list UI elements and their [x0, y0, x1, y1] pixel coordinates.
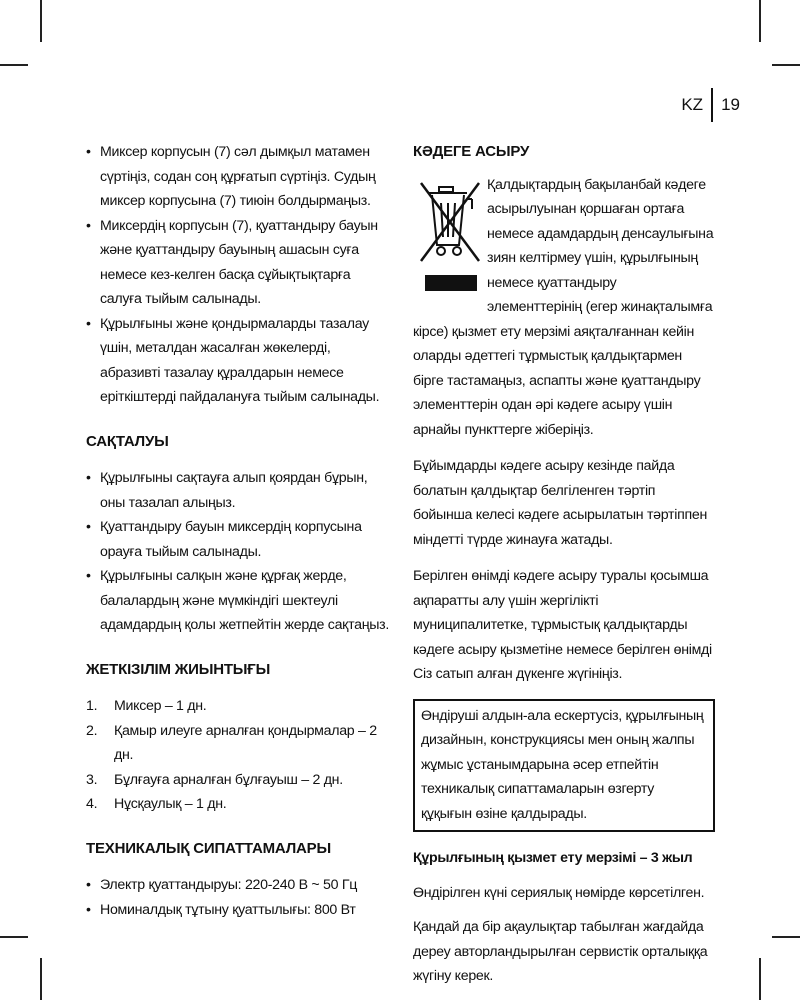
crop-mark [0, 936, 28, 938]
list-item: 3. Бұлғауға арналған бұлғауыш – 2 дн. [86, 771, 343, 788]
crop-mark [40, 0, 42, 42]
delivery-heading: ЖЕТКІЗІЛІМ ЖИЫНТЫҒЫ [86, 660, 271, 678]
care-list [86, 140, 394, 410]
crop-mark [40, 958, 42, 1000]
storage-list [86, 466, 394, 638]
page-number: 19 [721, 95, 740, 114]
disposal-paragraph-3: Берілген өнімді кәдеге асыру туралы қосымша ақпаратты алу үшін жергілікті муниципалитетке, тұрмыстық қалдықтарды кәдеге асыру қызметіне немесе берілген өнімді Сіз сатып алған дүкенге жүгініңіз. [413, 568, 712, 682]
specs-heading: ТЕХНИКАЛЫҚ СИПАТТАМАЛАРЫ [86, 839, 331, 857]
crop-mark [772, 936, 800, 938]
storage-heading: САҚТАЛУЫ [86, 432, 169, 450]
delivery-list [86, 694, 394, 817]
list-item: • Құрылғыны және қондырмаларды тазалау үшін, металдан жасалған жөкелерді, абразивті тазалау құралдарын немесе еріткіштерді пайдалануға тыйым салынады. [86, 312, 394, 410]
list-item: • Миксердің корпусын (7), қуаттандыру бауын және қуаттандыру бауының ашасын суға немесе кез-келген басқа сұйықтықтарға салуға тыйым салынады. [86, 214, 394, 312]
crop-mark [759, 958, 761, 1000]
disposal-paragraph-2: Бұйымдарды кәдеге асыру кезінде пайда болатын қалдықтар белгіленген тәртіп бойынша келесі кәдеге асырылатын тәртіппен міндетті түрде жинауға жатады. [413, 458, 707, 548]
service-paragraph-1: Өндірілген күні сериялық нөмірде көрсетілген. [413, 884, 705, 901]
list-item: • Миксер корпусын (7) сәл дымқыл матамен сүртіңіз, содан соң құрғатып сүртіңіз. Судың миксер корпусына (7) тиюін болдырмаңыз. [86, 140, 394, 214]
disposal-heading: КӘДЕГЕ АСЫРУ [413, 143, 530, 160]
crop-mark [772, 64, 800, 66]
list-item: 4. Нұсқаулық – 1 дн. [86, 796, 227, 812]
list-item: 1. Миксер – 1 дн. [86, 698, 207, 714]
right-column [413, 140, 715, 989]
service-life-heading: Құрылғының қызмет ету мерзімі – 3 жыл [413, 850, 693, 866]
disposal-block [413, 173, 715, 443]
list-item: • Құрылғыны салқын және құрғақ жерде, балалардың және мүмкіндігі шектеулі адамдардың қолы жетпейтін жерде сақтаңыз. [86, 564, 394, 638]
disposal-paragraph-1: Қалдықтардың бақыланбай кәдеге асырылуынан қоршаған ортаға немесе адамдардың денсаулығына зиян келтірмеу үшін, құрылғының немесе қуаттандыру элементтерінің (егер жинақталымға кірсе) қызмет ету мерзімі аяқталғаннан кейін оларды әдеттегі тұрмыстық қалдықтармен бірге тастамаңыз, аспапты және қуаттандыру элементтерін одан әрі кәдеге асыру үшін арнайы пункттерге жіберіңіз. [413, 176, 714, 438]
header-divider [711, 88, 713, 122]
list-item: 2. Қамыр илеуге арналған қондырмалар – 2 дн. [86, 722, 377, 763]
crop-mark [759, 0, 761, 42]
crop-mark [0, 64, 28, 66]
language-code: KZ [681, 95, 704, 114]
service-paragraph-2: Қандай да бір ақаулықтар табылған жағдайда дереу авторландырылған сервистік орталыққа жүгіну керек. [413, 919, 708, 984]
list-item: • Қуаттандыру бауын миксердің корпусына орауға тыйым салынады. [86, 515, 394, 564]
specs-list [86, 873, 394, 922]
notice-text: Өндіруші алдын-ала ескертусіз, құрылғының дизайнын, конструкциясы мен оның жалпы жұмыс ұстанымдарына әсер етпейтін техникалық сипаттамаларын өзгерту құқығын өзіне қалдырады. [421, 707, 704, 822]
page-header [681, 88, 740, 122]
list-item: • Электр қуаттандыруы: 220-240 В ~ 50 Гц [86, 873, 394, 898]
manufacturer-notice [413, 699, 715, 833]
list-item: • Құрылғыны сақтауға алып қоярдан бұрын, оны тазалап алыңыз. [86, 466, 394, 515]
list-item: • Номиналдық тұтыну қуаттылығы: 800 Вт [86, 898, 394, 923]
crossed-bin-icon [419, 179, 483, 297]
left-column [86, 140, 394, 922]
